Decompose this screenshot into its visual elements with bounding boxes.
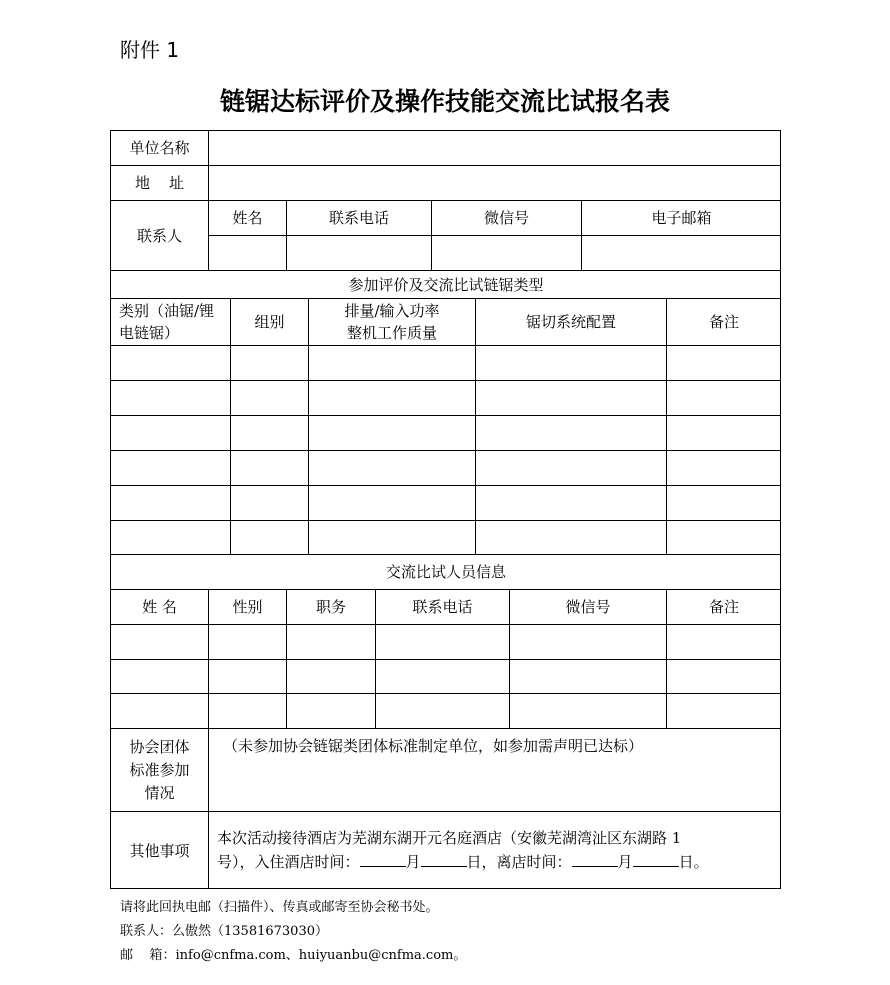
saw-cell[interactable] bbox=[475, 345, 666, 380]
contact-phone-header: 联系电话 bbox=[286, 200, 431, 235]
saw-cell[interactable] bbox=[308, 380, 475, 415]
other-label: 其他事项 bbox=[110, 811, 208, 889]
checkout-label: 日，离店时间： bbox=[466, 853, 572, 871]
saw-cutting-system-header: 锯切系统配置 bbox=[475, 298, 666, 345]
contact-wechat-header: 微信号 bbox=[431, 200, 581, 235]
contact-email-field[interactable] bbox=[581, 235, 781, 270]
person-name-header: 姓 名 bbox=[110, 589, 208, 624]
person-cell[interactable] bbox=[375, 693, 509, 728]
other-text-line1: 本次活动接待酒店为芜湖东湖开元名庭酒店（安徽芜湖湾沚区东湖路 1 bbox=[217, 829, 682, 847]
address-label: 地 址 bbox=[110, 165, 208, 200]
person-cell[interactable] bbox=[375, 624, 509, 659]
saw-cell[interactable] bbox=[475, 485, 666, 520]
other-text-line2: 号），入住酒店时间： bbox=[217, 853, 360, 871]
person-cell[interactable] bbox=[110, 659, 208, 693]
footer-contact: 联系人：么傲然（13581673030） bbox=[120, 924, 328, 939]
footer-email: 邮 箱：info@cnfma.com、huiyuanbu@cnfma.com。 bbox=[120, 948, 467, 963]
saw-cell[interactable] bbox=[475, 520, 666, 554]
footer-instruction: 请将此回执电邮（扫描件）、传真或邮寄至协会秘书处。 bbox=[120, 900, 439, 915]
address-field[interactable] bbox=[208, 165, 781, 200]
page-title: 链锯达标评价及操作技能交流比试报名表 bbox=[219, 87, 670, 116]
saw-cell[interactable] bbox=[110, 485, 230, 520]
saw-cell[interactable] bbox=[110, 520, 230, 554]
contact-name-field[interactable] bbox=[208, 235, 286, 270]
saw-cell[interactable] bbox=[475, 415, 666, 450]
person-cell[interactable] bbox=[666, 624, 781, 659]
saw-power-line1: 排量/输入功率 bbox=[344, 302, 440, 320]
person-remarks-header: 备注 bbox=[666, 589, 781, 624]
saw-category-header: 类别（油锯/锂电链锯） bbox=[110, 298, 230, 345]
saw-cell[interactable] bbox=[230, 415, 308, 450]
saw-cell[interactable] bbox=[110, 380, 230, 415]
saw-power-header bbox=[308, 298, 475, 345]
person-section-title: 交流比试人员信息 bbox=[110, 554, 781, 589]
person-cell[interactable] bbox=[375, 659, 509, 693]
contact-email-header: 电子邮箱 bbox=[581, 200, 781, 235]
saw-cell[interactable] bbox=[230, 450, 308, 485]
contact-label: 联系人 bbox=[110, 200, 208, 270]
saw-cell[interactable] bbox=[475, 450, 666, 485]
saw-power-line2: 整机工作质量 bbox=[346, 324, 437, 342]
checkin-month-label: 月 bbox=[405, 853, 421, 871]
saw-remarks-header: 备注 bbox=[666, 298, 781, 345]
saw-cell[interactable] bbox=[666, 345, 781, 380]
person-cell[interactable] bbox=[286, 693, 375, 728]
saw-cell[interactable] bbox=[230, 380, 308, 415]
person-phone-header: 联系电话 bbox=[375, 589, 509, 624]
person-gender-header: 性别 bbox=[208, 589, 286, 624]
person-cell[interactable] bbox=[666, 693, 781, 728]
person-cell[interactable] bbox=[110, 693, 208, 728]
contact-phone-field[interactable] bbox=[286, 235, 431, 270]
checkout-month-blank[interactable] bbox=[572, 852, 618, 867]
person-cell[interactable] bbox=[509, 693, 666, 728]
saw-cell[interactable] bbox=[666, 520, 781, 554]
unit-label: 单位名称 bbox=[110, 130, 208, 165]
contact-name-header: 姓名 bbox=[208, 200, 286, 235]
saw-cell[interactable] bbox=[308, 520, 475, 554]
saw-cell[interactable] bbox=[308, 485, 475, 520]
saw-cell[interactable] bbox=[308, 415, 475, 450]
unit-field[interactable] bbox=[208, 130, 781, 165]
person-cell[interactable] bbox=[208, 624, 286, 659]
person-cell[interactable] bbox=[208, 659, 286, 693]
saw-cell[interactable] bbox=[666, 415, 781, 450]
checkin-month-blank[interactable] bbox=[360, 852, 406, 867]
saw-cell[interactable] bbox=[666, 485, 781, 520]
standard-label: 协会团体标准参加情况 bbox=[110, 728, 208, 811]
saw-cell[interactable] bbox=[666, 450, 781, 485]
saw-cell[interactable] bbox=[308, 450, 475, 485]
checkout-day-label: 日。 bbox=[678, 853, 709, 871]
saw-section-title: 参加评价及交流比试链锯类型 bbox=[110, 270, 781, 298]
standard-note: （未参加协会链锯类团体标准制定单位，如参加需声明已达标） bbox=[208, 728, 781, 811]
saw-cell[interactable] bbox=[110, 450, 230, 485]
saw-cell[interactable] bbox=[230, 485, 308, 520]
checkout-day-blank[interactable] bbox=[633, 852, 679, 867]
person-cell[interactable] bbox=[110, 624, 208, 659]
saw-cell[interactable] bbox=[666, 380, 781, 415]
person-cell[interactable] bbox=[286, 659, 375, 693]
other-text bbox=[208, 811, 781, 889]
saw-cell[interactable] bbox=[110, 345, 230, 380]
person-cell[interactable] bbox=[509, 624, 666, 659]
person-cell[interactable] bbox=[286, 624, 375, 659]
person-cell[interactable] bbox=[509, 659, 666, 693]
saw-group-header: 组别 bbox=[230, 298, 308, 345]
person-cell[interactable] bbox=[666, 659, 781, 693]
saw-cell[interactable] bbox=[110, 415, 230, 450]
saw-cell[interactable] bbox=[308, 345, 475, 380]
person-cell[interactable] bbox=[208, 693, 286, 728]
checkin-day-blank[interactable] bbox=[421, 852, 467, 867]
person-title-header: 职务 bbox=[286, 589, 375, 624]
checkout-month-label: 月 bbox=[617, 853, 633, 871]
attachment-label: 附件 1 bbox=[120, 38, 180, 62]
contact-wechat-field[interactable] bbox=[431, 235, 581, 270]
saw-cell[interactable] bbox=[230, 345, 308, 380]
person-wechat-header: 微信号 bbox=[509, 589, 666, 624]
saw-cell[interactable] bbox=[230, 520, 308, 554]
saw-cell[interactable] bbox=[475, 380, 666, 415]
